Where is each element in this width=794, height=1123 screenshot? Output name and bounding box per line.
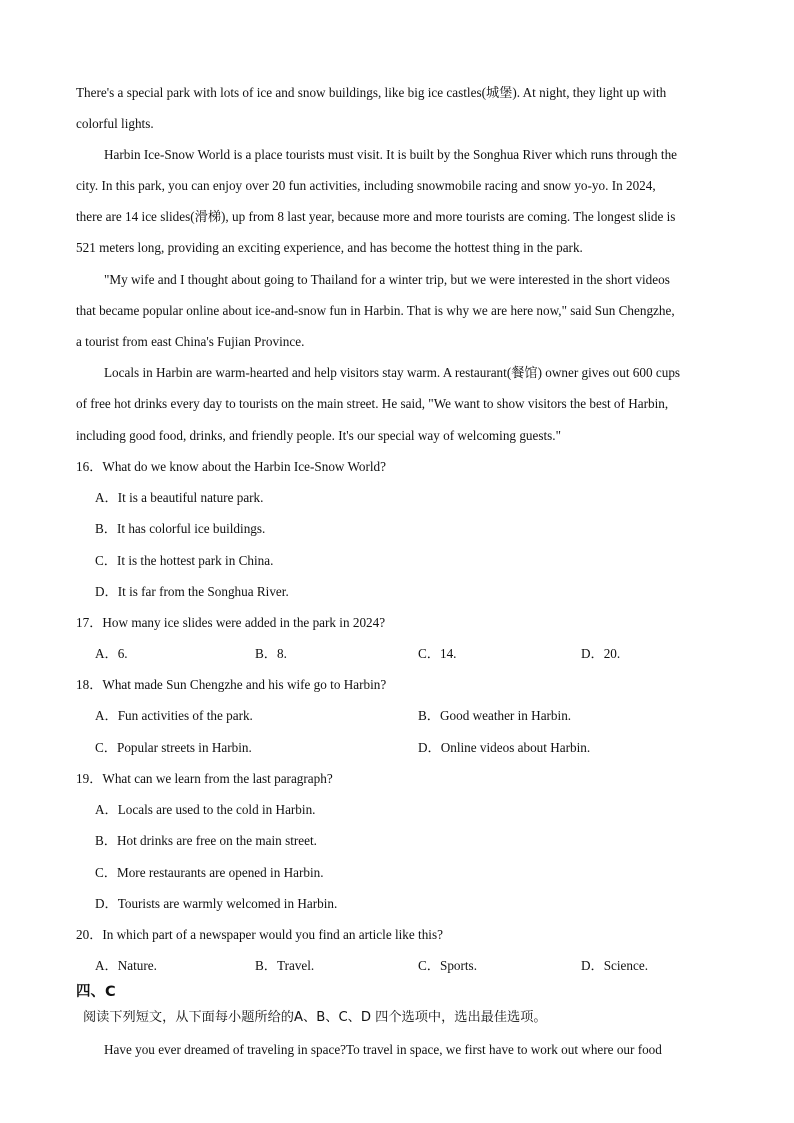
question-20-option-b: B．Travel. [255,958,315,973]
question-19-stem: 19．What can we learn from the last paragraph? [76,771,333,786]
question-16-option-b: B．It has colorful ice buildings. [95,521,266,536]
passage-line: there are 14 ice slides(滑梯), up from 8 last year, because more and more tourists are coming. The longest slide is [76,209,676,224]
question-18-option-b: B．Good weather in Harbin. [418,708,572,723]
question-20-option-c: C．Sports. [418,958,477,973]
passage-line: Harbin Ice-Snow World is a place tourists must visit. It is built by the Songhua River which runs through the [104,147,678,162]
passage-line: city. In this park, you can enjoy over 20 fun activities, including snowmobile racing and snow yo-yo. In 2024, [76,178,656,193]
passage-line: a tourist from east China's Fujian Province. [76,334,305,349]
passage-line: Locals in Harbin are warm-hearted and help visitors stay warm. A restaurant(餐馆) owner gives out 600 cups [104,365,681,380]
passage-line: including good food, drinks, and friendly people. It's our special way of welcoming guests." [76,428,561,443]
question-17-option-a: A．6. [95,646,128,661]
question-17-option-b: B．8. [255,646,287,661]
section-heading: 四、C [76,984,116,1000]
question-20-option-a: A．Nature. [95,958,157,973]
question-20-stem: 20．In which part of a newspaper would you find an article like this? [76,927,443,942]
question-18-stem: 18．What made Sun Chengzhe and his wife go to Harbin? [76,677,387,692]
question-18-option-c: C．Popular streets in Harbin. [95,740,252,755]
passage-line: Have you ever dreamed of traveling in space?To travel in space, we first have to work out where our food [104,1042,662,1057]
question-20-option-d: D．Science. [581,958,649,973]
passage-line: of free hot drinks every day to tourists on the main street. He said, "We want to show visitors the best of Harbin, [76,396,669,411]
question-19-option-d: D．Tourists are warmly welcomed in Harbin. [95,896,338,911]
passage-line: colorful lights. [76,116,154,131]
question-16-option-c: C．It is the hottest park in China. [95,553,274,568]
question-16-option-d: D．It is far from the Songhua River. [95,584,289,599]
question-19-option-c: C．More restaurants are opened in Harbin. [95,865,324,880]
question-16-stem: 16．What do we know about the Harbin Ice-Snow World? [76,459,386,474]
question-18-option-d: D．Online videos about Harbin. [418,740,591,755]
passage-line: There's a special park with lots of ice and snow buildings, like big ice castles(城堡). At night, they light up with [76,85,667,100]
question-17-stem: 17．How many ice slides were added in the park in 2024? [76,615,386,630]
question-19-option-a: A．Locals are used to the cold in Harbin. [95,802,316,817]
question-16-option-a: A．It is a beautiful nature park. [95,490,264,505]
question-18-option-a: A．Fun activities of the park. [95,708,253,723]
passage-line: "My wife and I thought about going to Thailand for a winter trip, but we were interested in the short videos [104,272,670,287]
question-17-option-c: C．14. [418,646,457,661]
section-instruction: 阅读下列短文，从下面每小题所给的A、B、C、D 四个选项中，选出最佳选项。 [83,1010,547,1025]
question-19-option-b: B．Hot drinks are free on the main street. [95,833,317,848]
passage-line: that became popular online about ice-and-snow fun in Harbin. That is why we are here now," said Sun Chengzhe, [76,303,675,318]
passage-line: 521 meters long, providing an exciting experience, and has become the hottest thing in the park. [76,240,583,255]
question-17-option-d: D．20. [581,646,621,661]
